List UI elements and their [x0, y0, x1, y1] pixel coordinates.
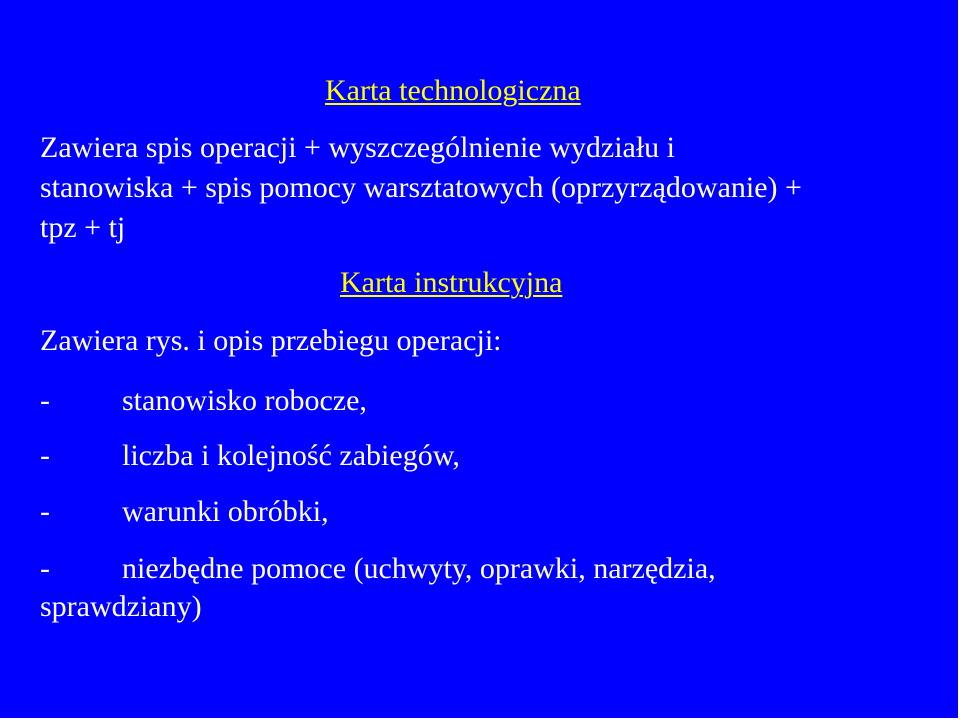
section2-intro: Zawiera rys. i opis przebiegu operacji: — [40, 324, 502, 357]
list-item-text: stanowisko robocze, — [122, 384, 367, 417]
list-bullet: - — [40, 439, 50, 472]
section1-line-2: stanowiska + spis pomocy warsztatowych (oprzyrządowanie) + — [40, 171, 802, 204]
list-item-continuation: sprawdziany) — [40, 590, 202, 623]
list-item-text: warunki obróbki, — [122, 495, 329, 528]
section-title-karta-instrukcyjna: Karta instrukcyjna — [340, 266, 563, 299]
list-item-text: niezbędne pomoce (uchwyty, oprawki, narzędzia, — [122, 552, 716, 585]
section1-line-1: Zawiera spis operacji + wyszczególnienie wydziału i — [40, 131, 676, 164]
list-bullet: - — [40, 384, 50, 417]
section1-line-3: tpz + tj — [40, 211, 126, 244]
section-title-karta-technologiczna: Karta technologiczna — [325, 74, 581, 107]
list-bullet: - — [40, 552, 50, 585]
list-item-text: liczba i kolejność zabiegów, — [122, 439, 460, 472]
list-bullet: - — [40, 495, 50, 528]
